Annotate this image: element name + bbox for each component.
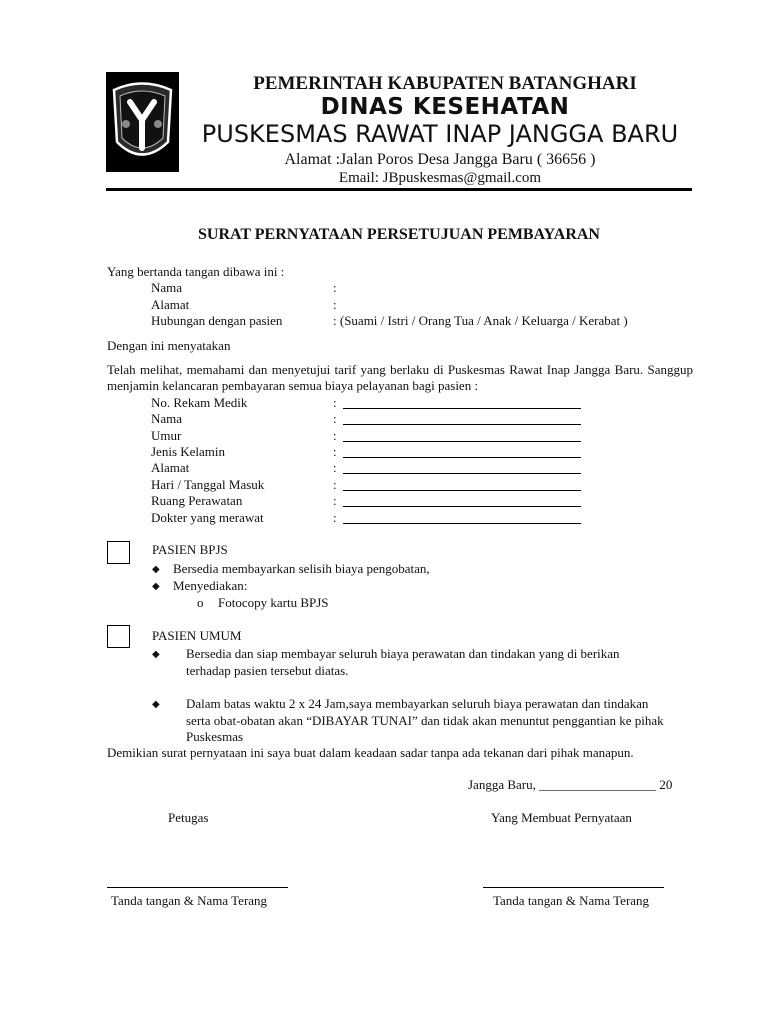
- header-address: Alamat :Jalan Poros Desa Jangga Baru ( 36656 ): [284, 151, 596, 168]
- patient-label-sex: Jenis Kelamin: [151, 444, 226, 459]
- fill-line[interactable]: [343, 441, 581, 442]
- sub-marker: o: [197, 595, 204, 610]
- declare-text: Dengan ini menyatakan: [107, 338, 231, 353]
- signer-value-relation: : (Suami / Istri / Orang Tua / Anak / Keluarga / Kerabat ): [333, 313, 628, 328]
- signer-role-officer: Petugas: [168, 810, 209, 825]
- header-puskesmas: PUSKESMAS RAWAT INAP JANGGA BARU: [201, 120, 679, 148]
- colon: :: [333, 510, 337, 525]
- fill-line[interactable]: [343, 523, 581, 524]
- umum-title: PASIEN UMUM: [152, 628, 242, 643]
- bpjs-sub-item-1: Fotocopy kartu BPJS: [218, 595, 329, 610]
- bullet-icon: ◆: [152, 564, 160, 575]
- fill-line[interactable]: [343, 424, 581, 425]
- signer-value-address: :: [333, 297, 337, 312]
- fill-line[interactable]: [343, 490, 581, 491]
- bullet-icon: ◆: [152, 581, 160, 592]
- patient-label-address: Alamat: [151, 460, 190, 475]
- signer-label-name: Nama: [151, 280, 183, 295]
- bpjs-title: PASIEN BPJS: [152, 542, 228, 557]
- signer-role-declarant: Yang Membuat Pernyataan: [491, 810, 632, 825]
- checkbox-umum[interactable]: [107, 625, 130, 648]
- signer-value-name: :: [333, 280, 337, 295]
- fill-line[interactable]: [343, 473, 581, 474]
- bullet-icon: ◆: [152, 699, 160, 710]
- patient-label-date: Hari / Tanggal Masuk: [151, 477, 265, 492]
- colon: :: [333, 444, 337, 459]
- fill-line[interactable]: [343, 506, 581, 507]
- signature-caption-declarant: Tanda tangan & Nama Terang: [493, 893, 650, 908]
- patient-label-room: Ruang Perawatan: [151, 493, 243, 508]
- checkbox-bpjs[interactable]: [107, 541, 130, 564]
- signature-line-declarant[interactable]: [483, 887, 664, 888]
- umum-item-2-line-2: serta obat-obatan akan “DIBAYAR TUNAI” dan tidak akan menuntut penggantian ke pihak: [186, 713, 664, 728]
- colon: :: [333, 411, 337, 426]
- statement-paragraph: Telah melihat, memahami dan menyetujui tarif yang berlaku di Puskesmas Rawat Inap Jangga Baru. Sanggup menjamin kelancaran pembayaran semua biaya pelayanan bagi pasien :: [107, 362, 693, 393]
- colon: :: [333, 428, 337, 443]
- fill-line[interactable]: [343, 457, 581, 458]
- umum-item-1-line-1: Bersedia dan siap membayar seluruh biaya perawatan dan tindakan yang di berikan: [186, 646, 620, 661]
- colon: :: [333, 477, 337, 492]
- patient-label-name: Nama: [151, 411, 183, 426]
- document-title: SURAT PERNYATAAN PERSETUJUAN PEMBAYARAN: [198, 226, 600, 243]
- puskesmas-logo: [106, 72, 179, 172]
- header-dinas: DINAS KESEHATAN: [320, 94, 570, 120]
- patient-label-mrn: No. Rekam Medik: [151, 395, 248, 410]
- umum-item-2-line-3: Puskesmas: [186, 729, 244, 744]
- place-date: Jangga Baru, __________________ 20: [468, 777, 673, 792]
- colon: :: [333, 395, 337, 410]
- header-rule: [106, 188, 692, 191]
- signature-line-officer[interactable]: [107, 887, 288, 888]
- bpjs-item-1: Bersedia membayarkan selisih biaya pengobatan,: [173, 561, 430, 576]
- umum-item-2-line-1: Dalam batas waktu 2 x 24 Jam,saya membayarkan seluruh biaya perawatan dan tindakan: [186, 696, 649, 711]
- bpjs-item-2: Menyediakan:: [173, 578, 248, 593]
- signer-label-relation: Hubungan dengan pasien: [151, 313, 283, 328]
- umum-item-1-line-2: terhadap pasien tersebut diatas.: [186, 663, 349, 678]
- header-email: Email: JBpuskesmas@gmail.com: [338, 170, 542, 186]
- signer-label-address: Alamat: [151, 297, 190, 312]
- header-gov: PEMERINTAH KABUPATEN BATANGHARI: [253, 73, 637, 94]
- fill-line[interactable]: [343, 408, 581, 409]
- colon: :: [333, 493, 337, 508]
- bullet-icon: ◆: [152, 649, 160, 660]
- closing-statement: Demikian surat pernyataan ini saya buat dalam keadaan sadar tanpa ada tekanan dari pihak manapun.: [107, 745, 634, 760]
- patient-label-age: Umur: [151, 428, 182, 443]
- signer-intro: Yang bertanda tangan dibawa ini :: [107, 264, 285, 279]
- patient-label-doctor: Dokter yang merawat: [151, 510, 264, 525]
- signature-caption-officer: Tanda tangan & Nama Terang: [111, 893, 268, 908]
- colon: :: [333, 460, 337, 475]
